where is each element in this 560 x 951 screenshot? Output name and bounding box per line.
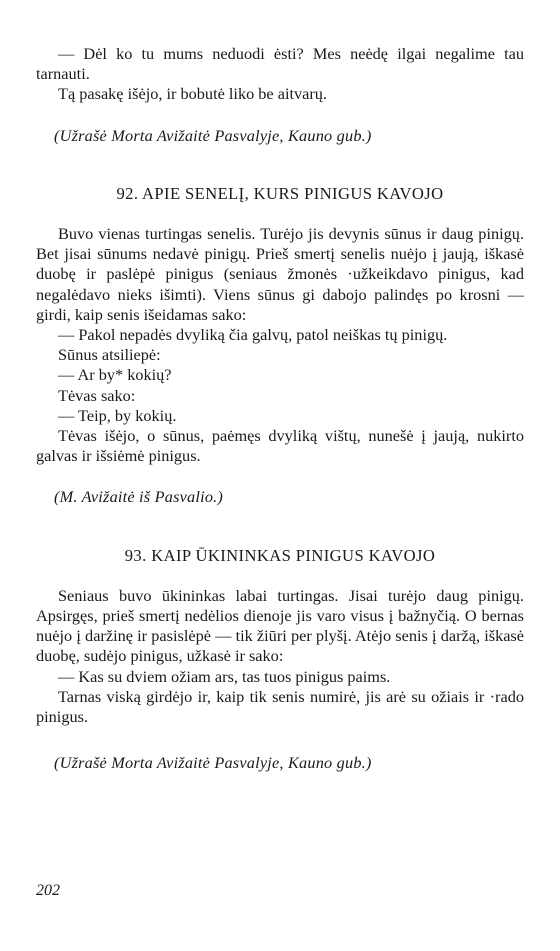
- story-92-paragraph: — Teip, by kokių.: [58, 405, 177, 425]
- story-92-paragraph: Tėvas išėjo, o sūnus, paėmęs dvyliką vištų, nunešė į jaują, nukirto galvas ir išsiėmė pinigus.: [36, 426, 524, 466]
- page-number: 202: [36, 882, 60, 899]
- source-note-3: (Užrašė Morta Avižaitė Pasvalyje, Kauno gub.): [54, 753, 372, 773]
- story-92-title: 92. APIE SENELĮ, KURS PINIGUS KAVOJO: [116, 183, 444, 203]
- story-92-paragraph: Sūnus atsiliepė:: [58, 345, 161, 365]
- story-93-paragraph: Seniaus buvo ūkininkas labai turtingas. Jisai turėjo daug pinigų. Apsirgęs, prieš smertį nedėlios dienoje jis varo visus į bažnyčią. O bernas nuėjo į daržinę ir pasislėpė — tik žiūri per plyšį. Atėjo senis į daržą, iškasė duobę, sudėjo pinigus, užkasė ir sako:: [36, 585, 524, 666]
- book-page: [36, 44, 524, 773]
- story-93-paragraph: — Kas su dviem ožiam ars, tas tuos pinigus paims.: [58, 666, 391, 686]
- story-92-paragraph: — Pakol nepadės dvyliką čia galvų, patol neiškas tų pinigų.: [58, 325, 448, 345]
- source-note-2: (M. Avižaitė iš Pasvalio.): [54, 487, 224, 507]
- story-92-paragraph: Buvo vienas turtingas senelis. Turėjo jis devynis sūnus ir daug pinigų. Bet jisai sūnums nedavė pinigų. Prieš smertį senelis nuėjo į jaują, iškasė duobę ir paslėpė pinigus (seniaus žmonės ·užkeikdavo pinigus, kad negalėdavo nieks išimti). Viens sūnus gi dabojo palindęs po krosni — girdi, kaip senis išeidamas sako:: [36, 224, 524, 324]
- top-text-line2: Tą pasakę išėjo, ir bobutė liko be aitvarų.: [58, 84, 328, 104]
- story-92-paragraph: Tėvas sako:: [58, 385, 136, 405]
- story-92-paragraph: — Ar by* kokių?: [58, 365, 172, 385]
- top-text-line1: — Dėl ko tu mums neduodi ėsti? Mes neėdę ilgai negalime tau tarnauti.: [36, 44, 524, 84]
- story-93-body: [36, 586, 524, 727]
- story-93-paragraph: Tarnas viską girdėjo ir, kaip tik senis numirė, jis arė su ožiais ir ·rado pinigus.: [36, 686, 524, 727]
- story-93-title: 93. KAIP ŪKININKAS PINIGUS KAVOJO: [124, 545, 436, 565]
- story-92-body: [36, 224, 524, 466]
- source-note-1: (Užrašė Morta Avižaitė Pasvalyje, Kauno gub.): [54, 125, 372, 145]
